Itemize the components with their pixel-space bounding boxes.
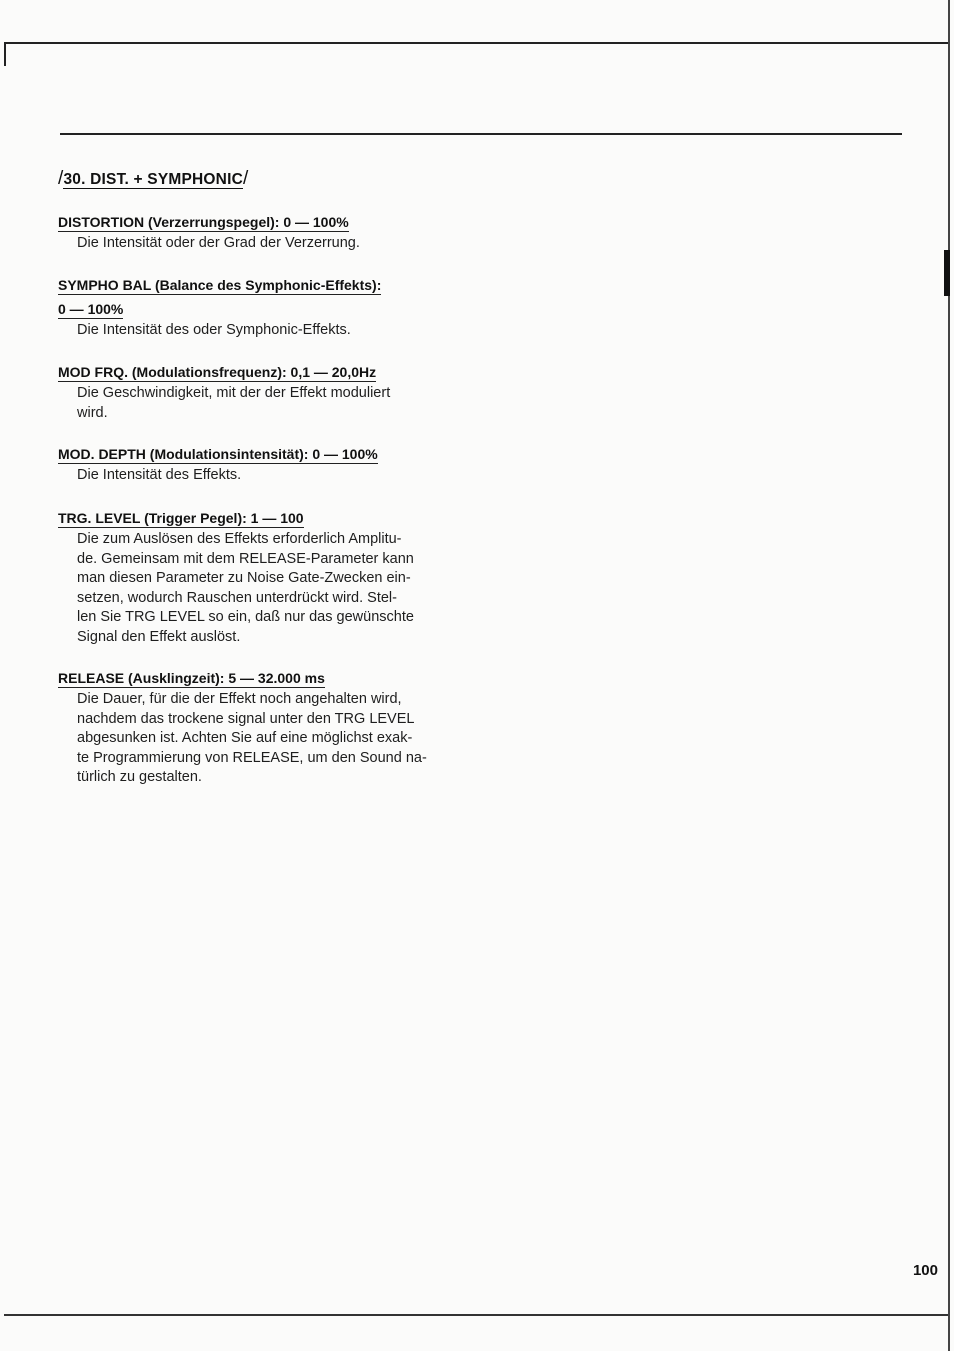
param-description: Die Geschwindigkeit, mit der der Effekt moduliert wird. xyxy=(77,385,391,421)
page-number: 100 xyxy=(912,1262,938,1279)
param-description: Die Intensität des Effekts. xyxy=(77,467,242,483)
param-description: Die Intensität des oder Symphonic-Effekts. xyxy=(77,322,351,338)
title-slash-left: / xyxy=(58,168,64,189)
param-mod-depth xyxy=(58,442,458,486)
top-border-line xyxy=(4,42,950,44)
param-heading: TRG. LEVEL (Trigger Pegel): 1 — 100 xyxy=(58,510,304,526)
footer-rule xyxy=(4,1314,948,1316)
param-heading: MOD. DEPTH (Modulationsintensität): 0 — 100% xyxy=(58,446,378,462)
param-heading: SYMPHO BAL (Balance des Symphonic-Effekts): xyxy=(58,277,382,293)
right-edge-line xyxy=(948,0,950,1351)
param-trg-level xyxy=(58,506,458,648)
param-sympho-bal xyxy=(58,273,458,341)
section-title-text: 30. DIST. + SYMPHONIC xyxy=(63,171,243,188)
left-corner-mark xyxy=(4,42,6,66)
param-heading: DISTORTION (Verzerrungspegel): 0 — 100% xyxy=(58,214,349,230)
param-heading: RELEASE (Ausklingzeit): 5 — 32.000 ms xyxy=(58,670,325,686)
param-description: Die Dauer, für die der Effekt noch angehalten wird, nachdem das trockene signal unter den TRG LEVEL abgesunken ist. Achten Sie auf eine möglichst exak- te Programmierung von RELEASE, um den Sound na- türlich zu gestalten. xyxy=(77,691,427,786)
param-description: Die Intensität oder der Grad der Verzerrung. xyxy=(77,235,360,251)
header-rule xyxy=(60,133,902,135)
section-title xyxy=(58,168,248,190)
param-mod-frq xyxy=(58,360,458,423)
param-heading: MOD FRQ. (Modulationsfrequenz): 0,1 — 20,0Hz xyxy=(58,364,377,380)
param-distortion xyxy=(58,210,458,254)
right-edge-thumb-mark xyxy=(944,250,950,296)
param-description: Die zum Auslösen des Effekts erforderlich Amplitu- de. Gemeinsam mit dem RELEASE-Parameter kann man diesen Parameter zu Noise Gate-Zwecken ein- setzen, wodurch Rauschen unterdrückt wird. Stel- len Sie TRG LEVEL so ein, daß nur das gewünschte Signal den Effekt auslöst. xyxy=(77,531,414,645)
param-heading-range: 0 — 100% xyxy=(58,301,124,317)
title-slash-right: / xyxy=(242,168,249,189)
param-release xyxy=(58,666,458,788)
